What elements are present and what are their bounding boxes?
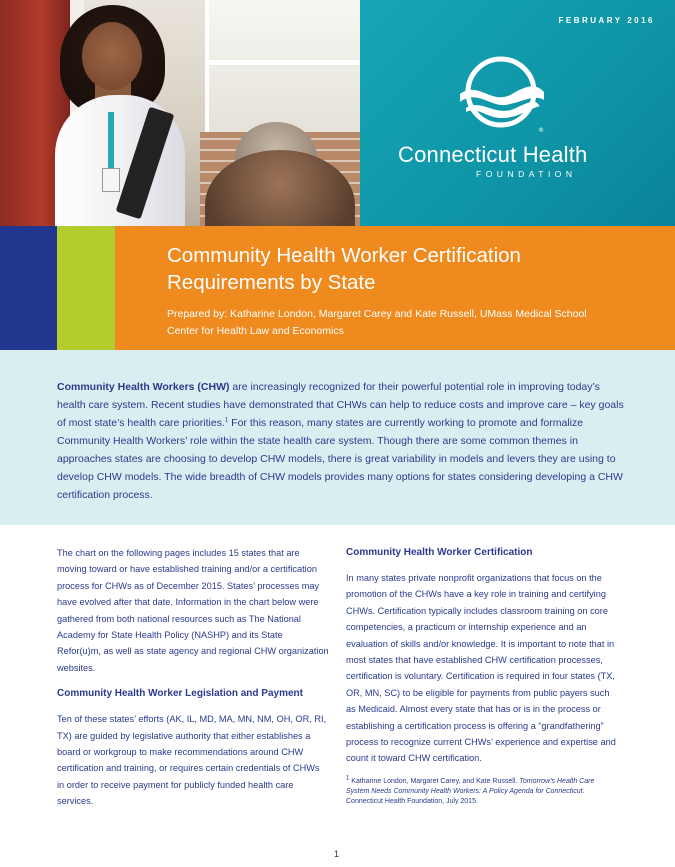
prepared-by-line-1: Prepared by: Katharine London, Margaret Carey and Kate Russell, UMass Medical School: [167, 308, 587, 320]
registered-mark: ®: [538, 127, 544, 134]
certification-heading: Community Health Worker Certification: [346, 547, 533, 558]
foundation-logo-icon: [456, 50, 546, 140]
photo-window: [205, 0, 360, 132]
photo-window-bar: [205, 60, 360, 65]
publication-date: FEBRUARY 2016: [558, 16, 655, 25]
brand-panel: [360, 0, 675, 226]
photo-worker-head: [82, 22, 142, 90]
left-paragraph-2: Ten of these states’ efforts (AK, IL, MD, MA, MN, NM, OH, OR, RI, TX) are guided by legislative authority that either establishes a board or workgroup to make recommendations around CHW certification and training, or requires certain credentials of CHWs in order to receive payment for publicly funded health care services.: [57, 714, 327, 807]
page-number: 1: [334, 849, 340, 859]
photo-id-badge: [102, 168, 120, 192]
footnote-text-a: Katharine London, Margaret Carey, and Kate Russell.: [349, 777, 520, 785]
intro-text-a: are increasingly recognized for their powerful potential role in improving today’s health care system. Recent studies have demonstrated that CHWs can help to reduce costs and improve care – key goals of most state’s health care priorities.: [57, 381, 624, 429]
title-band: [115, 226, 675, 350]
footnote-text-b: . Connecticut Health Foundation, July 2015.: [346, 787, 585, 805]
prepared-by-line-2: Center for Health Law and Economics: [167, 325, 344, 337]
photo-lanyard: [108, 112, 114, 172]
left-column: [57, 545, 329, 820]
prepared-by: [167, 306, 637, 340]
legislation-heading: Community Health Worker Legislation and Payment: [57, 688, 303, 700]
right-column: [346, 545, 618, 807]
right-paragraph-1: In many states private nonprofit organizations that focus on the promotion of the CHWs have a key role in training and certifying CHWs. Certification typically includes classroom training on core competencies, a practicum or internship experience and an evaluation of skills and/or knowledge. It is important to note that in most states that have established CHW certification processes, certification is voluntary. Certification is required in four states (TX, OR, MN, SC) to be eligible for payments from public payers such as Medicaid. Almost every state that has or is in the process or establishing a certification process is offering a “grandfathering” process to recognize current CHWs’ experience and expertise and count it toward CHW certification.: [346, 573, 616, 764]
document-title: Community Health Worker Certification Requirements by State: [167, 244, 521, 294]
left-paragraph-1: The chart on the following pages includes 15 states that are moving toward or have established training and/or a certification process for CHWs as of December 2015. States’ processes may have evolved after that date. Information in the chart below were gathered from both national resources such as The National Academy for State Health Policy (NASHP) and its State Refor(u)m, as well as state agency and regional CHW organization websites.: [57, 548, 329, 673]
org-name: Connecticut Health: [398, 142, 588, 167]
intro-paragraph: [57, 378, 627, 504]
intro-footnote-ref: 1: [224, 417, 229, 424]
header-photo: [0, 0, 360, 226]
footnote-number: 1: [346, 775, 350, 782]
footnote: [346, 777, 618, 807]
intro-lead: Community Health Workers (CHW): [57, 381, 230, 393]
intro-box: [0, 350, 675, 525]
green-stripe: [57, 226, 115, 350]
navy-stripe: [0, 226, 57, 350]
footnote-title: Tomorrow’s Health Care System Needs Community Health Workers: A Policy Agenda for Connecticut: [346, 777, 595, 795]
org-subtitle: FOUNDATION: [476, 169, 577, 179]
intro-text-b: For this reason, many states are currently working to promote and formalize Community Health Workers’ role within the state health care system. Though there are some common themes in approaches states are choosing to develop CHW models, there is great variability in models and levers they are using to develop CHW models. The wide breadth of CHW models provides many options for states considering developing a CHW certification process.: [57, 417, 623, 501]
